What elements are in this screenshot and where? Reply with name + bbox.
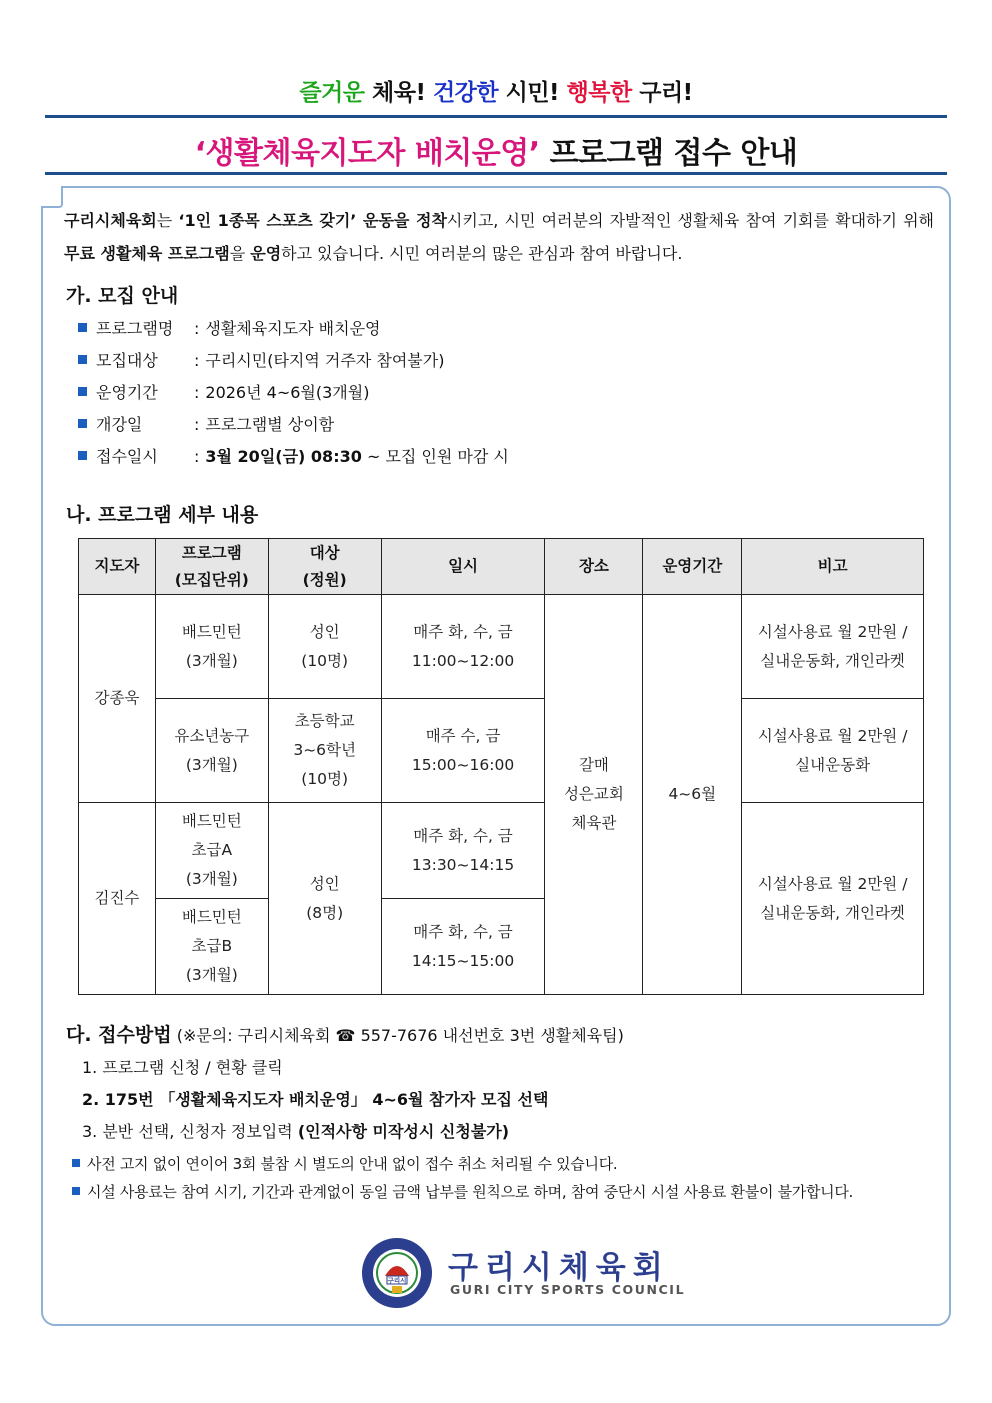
- step-text: 3. 분반 선택, 신청자 정보입력: [82, 1122, 298, 1141]
- slogan-part: 구리!: [631, 80, 693, 106]
- period-cell: 4~6월: [643, 595, 742, 995]
- section-heading-details: 나. 프로그램 세부 내용: [66, 504, 259, 526]
- info-label: 접수일시: [96, 447, 158, 466]
- emblem-text: 구리시: [387, 1276, 407, 1285]
- note-cell: 시설사용료 월 2만원 / 실내운동화: [742, 699, 924, 803]
- square-bullet-icon: [78, 355, 87, 364]
- column-header: 장소: [545, 539, 643, 595]
- title-rule-bottom: [45, 172, 947, 175]
- intro-text: 운영: [250, 244, 282, 263]
- square-bullet-icon: [78, 419, 87, 428]
- table-header-row: [79, 539, 924, 595]
- slogan-part: 시민!: [498, 80, 567, 106]
- column-header: 일시: [381, 539, 545, 595]
- table-row: [79, 699, 924, 803]
- council-logo: [360, 1236, 686, 1312]
- program-cell: 유소년농구 (3개월): [155, 699, 268, 803]
- intro-text: 시키고, 시민 여러분의 자발적인 생활체육 참여 기회를 확대하기 위해: [446, 211, 935, 230]
- intro-text: 구리시체육회: [64, 211, 157, 230]
- council-name: 구리시체육회: [448, 1250, 670, 1286]
- slogan: [0, 74, 992, 107]
- intro-text: ‘1인 1종목 스포츠 갖기’ 운동을 정착: [178, 211, 447, 230]
- info-label: 개강일: [96, 415, 143, 434]
- column-header: 프로그램 (모집단위): [155, 539, 268, 595]
- list-item: 접수일시 : 3월 20일(금) 08:30 ~ 모집 인원 마감 시: [78, 441, 509, 473]
- slogan-part: 체육!: [364, 80, 433, 106]
- recruit-info-list: [78, 313, 509, 473]
- list-item: 운영기간 : 2026년 4~6월(3개월): [78, 377, 509, 409]
- panel-corner-fold: [41, 186, 63, 208]
- target-cell: 초등학교 3~6학년 (10명): [268, 699, 381, 803]
- list-item: 1. 프로그램 신청 / 현황 클릭: [82, 1058, 283, 1077]
- notice-text: 시설 사용료는 참여 시기, 기간과 관계없이 동일 금액 납부를 원칙으로 하며, 참여 중단시 시설 사용료 환불이 불가합니다.: [87, 1183, 854, 1201]
- info-value: 구리시민(타지역 거주자 참여불가): [205, 351, 445, 370]
- intro-text: 는: [156, 211, 179, 230]
- notice-text: 사전 고지 없이 연이어 3회 불참 시 별도의 안내 없이 접수 취소 처리될 수 있습니다.: [87, 1155, 618, 1173]
- apply-contact-text: (※문의: 구리시체육회 ☎ 557-7676 내선번호 3번 생활체육팀): [171, 1026, 624, 1045]
- section-heading-apply: [66, 1020, 624, 1047]
- intro-paragraph: [64, 204, 934, 270]
- info-value: ~ 모집 인원 마감 시: [361, 447, 509, 466]
- list-item: 개강일 : 프로그램별 상이함: [78, 409, 509, 441]
- program-cell: 배드민턴 (3개월): [155, 595, 268, 699]
- instructor-cell: 김진수: [79, 803, 156, 995]
- schedule-cell: 매주 화, 수, 금 14:15~15:00: [381, 899, 545, 995]
- info-label: 운영기간: [96, 383, 158, 402]
- note-cell: 시설사용료 월 2만원 / 실내운동화, 개인라켓: [742, 595, 924, 699]
- info-value: 생활체육지도자 배치운영: [205, 319, 381, 338]
- column-header: 지도자: [79, 539, 156, 595]
- instructor-cell: 강종욱: [79, 595, 156, 803]
- intro-text: 무료 생활체육 프로그램: [64, 244, 230, 263]
- list-item: 모집대상 : 구리시민(타지역 거주자 참여불가): [78, 345, 509, 377]
- list-item: [72, 1178, 853, 1206]
- note-cell: 시설사용료 월 2만원 / 실내운동화, 개인라켓: [742, 803, 924, 995]
- apply-steps-list: [82, 1052, 548, 1148]
- info-value: 프로그램별 상이함: [205, 415, 335, 434]
- slogan-part: 행복한: [566, 80, 632, 106]
- notice-list: [72, 1150, 853, 1206]
- intro-text: 을: [229, 244, 251, 263]
- square-bullet-icon: [72, 1159, 80, 1167]
- info-label: 프로그램명: [96, 319, 174, 338]
- schedule-cell: 매주 화, 수, 금 13:30~14:15: [381, 803, 545, 899]
- council-subtitle: GURI CITY SPORTS COUNCIL: [450, 1282, 686, 1297]
- table-row: [79, 803, 924, 899]
- list-item: 2. 175번 「생활체육지도자 배치운영」 4~6월 참가자 모집 선택: [82, 1090, 549, 1109]
- program-cell: 배드민턴 초급B (3개월): [155, 899, 268, 995]
- intro-text: 하고 있습니다. 시민 여러분의 많은 관심과 참여 바랍니다.: [281, 244, 683, 263]
- list-item: [72, 1150, 853, 1178]
- slogan-part: 즐거운: [299, 80, 365, 106]
- square-bullet-icon: [72, 1187, 80, 1195]
- apply-heading-text: 다. 접수방법: [66, 1024, 172, 1046]
- venue-cell: 갈매 성은교회 체육관: [545, 595, 643, 995]
- page-title: [0, 128, 992, 172]
- square-bullet-icon: [78, 451, 87, 460]
- target-cell: 성인 (8명): [268, 803, 381, 995]
- program-cell: 배드민턴 초급A (3개월): [155, 803, 268, 899]
- column-header: 운영기간: [643, 539, 742, 595]
- program-table: [78, 538, 924, 995]
- square-bullet-icon: [78, 323, 87, 332]
- schedule-cell: 매주 화, 수, 금 11:00~12:00: [381, 595, 545, 699]
- info-label: 모집대상: [96, 351, 158, 370]
- column-header: 대상 (정원): [268, 539, 381, 595]
- list-item: 프로그램명 : 생활체육지도자 배치운영: [78, 313, 509, 345]
- info-value-bold: 3월 20일(금) 08:30: [205, 447, 362, 466]
- info-value: 2026년 4~6월(3개월): [205, 383, 370, 402]
- square-bullet-icon: [78, 387, 87, 396]
- schedule-cell: 매주 수, 금 15:00~16:00: [381, 699, 545, 803]
- target-cell: 성인 (10명): [268, 595, 381, 699]
- table-row: [79, 595, 924, 699]
- section-heading-recruit: 가. 모집 안내: [66, 285, 179, 307]
- step-text-bold: (인적사항 미작성시 신청불가): [297, 1122, 510, 1141]
- title-rest: 프로그램 접수 안내: [539, 136, 798, 171]
- column-header: 비고: [742, 539, 924, 595]
- title-highlight: ‘생활체육지도자 배치운영’: [194, 136, 540, 171]
- list-item: [82, 1116, 548, 1148]
- council-emblem-icon: [360, 1236, 434, 1310]
- title-rule-top: [45, 115, 947, 118]
- slogan-part: 건강한: [432, 80, 499, 106]
